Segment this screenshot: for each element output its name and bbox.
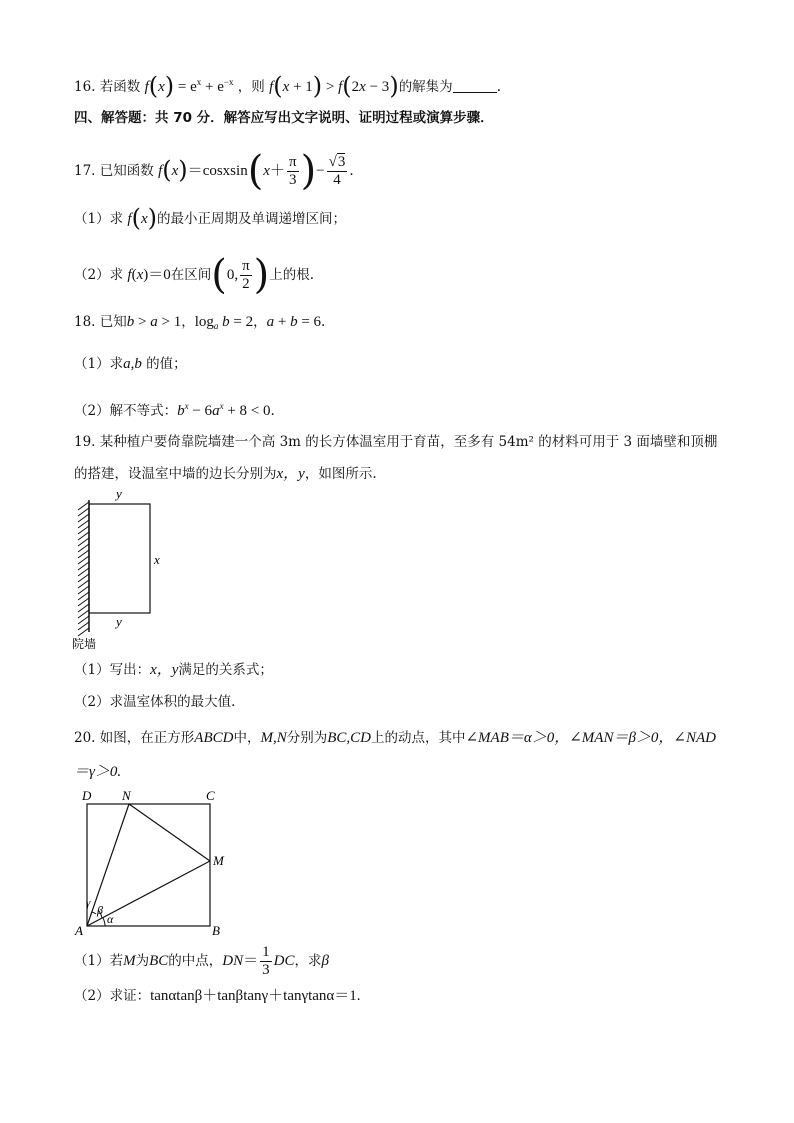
label-b: B [212, 923, 220, 936]
square-figure [72, 786, 242, 936]
q16-tail: 的解集为 [398, 79, 453, 95]
question-number: 16. [74, 79, 96, 95]
q17-part1: （1）求 f(x)的最小正周期及单调递增区间； [74, 204, 346, 232]
q20-line2: ＝γ＞0. [74, 764, 122, 780]
answer-blank[interactable] [453, 78, 497, 93]
q16-lead: 若函数 [99, 79, 141, 95]
label-alpha: α [107, 912, 114, 926]
q19-line2: 的搭建，设温室中墙的边长分别为x，y，如图所示. [74, 466, 377, 482]
label-wall: 院墙 [72, 637, 97, 651]
question-19: 19. 某种植户要倚靠院墙建一个高 3m 的长方体温室用于育苗，至多有 54m² 的材料可用于 3 面墙壁和顶棚 [74, 434, 718, 450]
label-bottom-y: y [116, 614, 122, 629]
label-a: A [75, 923, 83, 936]
label-gamma: γ [86, 897, 91, 909]
section-title: 四、解答题：共 70 分．解答应写出文字说明、证明过程或演算步骤． [74, 110, 494, 126]
greenhouse-rect [89, 504, 150, 613]
q20-part1: （1）若M为BC的中点，DN＝ $\frac{1}{3}$ DC，求β [74, 944, 329, 978]
q16-mid: ，则 [237, 79, 265, 95]
label-c: C [206, 788, 215, 803]
wall-hatching [78, 502, 89, 636]
label-n: N [122, 788, 131, 803]
label-beta: β [97, 903, 103, 917]
arc-gamma [92, 912, 96, 914]
square-abcd [87, 804, 210, 926]
question-18: 18. 已知b > a > 1，$\log_a b = 2$，a + b = 6. [74, 314, 326, 331]
q18-part2: （2）解不等式：$b^x - 6a^x + 8 < 0$. [74, 401, 275, 419]
question-16: 16. 若函数 $f(x) = e^x + e^{-x}$ ，则 f(x + 1) > f(2x − 3)的解集为 . [74, 72, 501, 100]
question-20: 20. 如图，在正方形ABCD中，M,N分别为BC,CD上的动点，其中∠MAB＝α＞0，∠MAN＝β＞0，∠NAD [74, 730, 717, 746]
q19-part2: （2）求温室体积的最大值. [74, 694, 236, 710]
q19-part1: （1）写出：x，y满足的关系式； [74, 662, 273, 678]
label-top-y: y [116, 486, 122, 501]
question-17: 17. 已知函数 f(x)＝cosxsin(x＋ $\frac{\pi}{3}$ )− $\frac{√3}{4}$ . [74, 148, 354, 194]
q18-part1: （1）求a,b 的值； [74, 356, 187, 372]
label-d: D [82, 788, 92, 803]
label-m: M [213, 853, 224, 868]
label-right-x: x [154, 552, 160, 567]
arc-alpha [103, 918, 105, 926]
segment-nm [129, 804, 210, 861]
q20-part2: （2）求证：tanαtanβ＋tanβtanγ＋tanγtanα＝1. [74, 988, 361, 1004]
q17-part2: （2）求 f(x)＝0在区间(0, $\frac{\pi}{2}$ )上的根. [74, 252, 315, 298]
greenhouse-figure [66, 486, 176, 652]
